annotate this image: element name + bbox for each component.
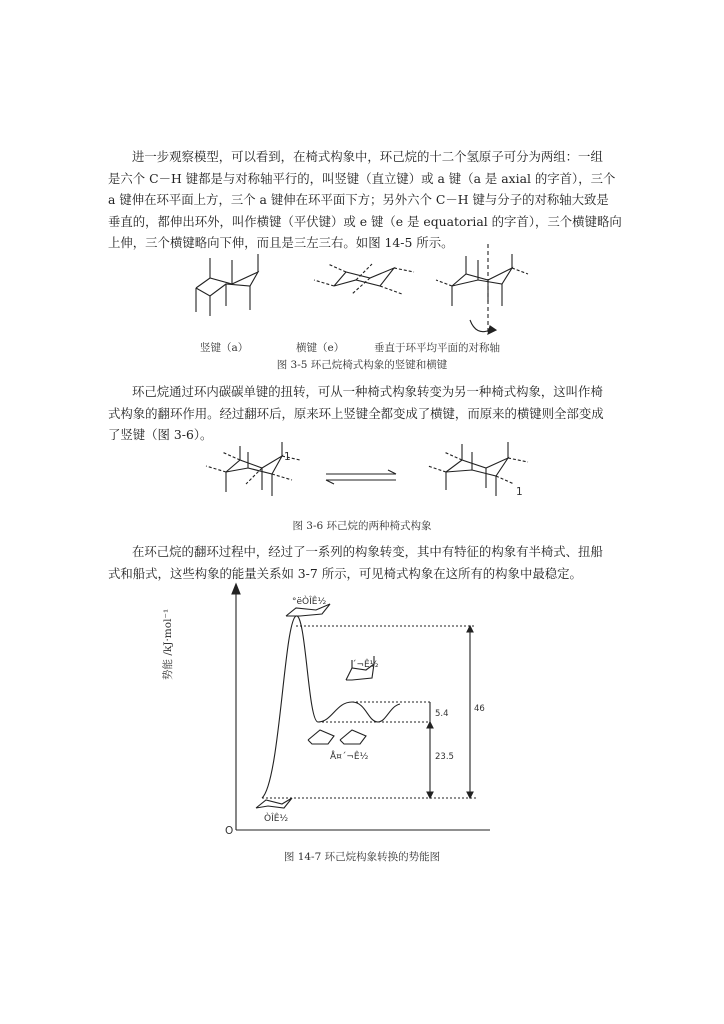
paragraph-3 bbox=[108, 541, 630, 584]
chair-sketch bbox=[256, 798, 292, 808]
figure-3-6-caption: 图 3-6 环己烷的两种椅式构象 bbox=[292, 520, 432, 532]
chair-equatorial-bonds bbox=[314, 264, 414, 294]
text-line: 是六个 C－H 键都是与对称轴平行的，叫竖键（直立键）或 a 键（a 是 axial 的字首），三个 bbox=[108, 170, 616, 186]
text-line: 在环己烷的翻环过程中，经过了一系列的构象转变，其中有特征的构象有半椅式、扭船 bbox=[132, 544, 603, 559]
figure-3-6-drawing bbox=[0, 446, 724, 516]
chair-with-axis bbox=[436, 244, 528, 334]
text-line: 垂直的，都伸出环外，叫作横键（平伏键）或 e 键（e 是 equatorial 的字首），三个横键略向 bbox=[108, 213, 622, 229]
figure-14-7-caption: 图 14-7 环己烷构象转换的势能图 bbox=[283, 851, 441, 863]
energy-curve bbox=[262, 616, 400, 798]
equilibrium-arrows bbox=[326, 470, 396, 484]
y-axis-label: 势能 /kJ·mol⁻¹ bbox=[162, 608, 174, 680]
value-46: 46 bbox=[474, 704, 485, 714]
value-5-4: 5.4 bbox=[435, 709, 449, 719]
origin-label: O bbox=[225, 825, 234, 837]
label-boat: ´¬Ê½ bbox=[352, 660, 379, 670]
twist-boat-sketch-1 bbox=[308, 730, 334, 744]
paragraph-1 bbox=[108, 146, 630, 254]
label-half-chair: °ëÒÎÊ½ bbox=[292, 597, 327, 607]
y-axis-arrow bbox=[232, 584, 240, 594]
label-equatorial: 横键（e） bbox=[296, 342, 345, 354]
label-twist-boat: Å¤´¬Ê½ bbox=[330, 752, 369, 762]
text-line: 上伸，三个横键略向下伸，而且是三左三右。如图 14-5 所示。 bbox=[108, 235, 454, 250]
twist-boat-sketch-2 bbox=[340, 730, 366, 744]
text-line: 进一步观察模型，可以看到，在椅式构象中，环己烷的十二个氢原子可分为两组：一组 bbox=[132, 149, 603, 164]
atom-label-1-left: 1 bbox=[284, 451, 291, 463]
label-chair: ÒÎÊ½ bbox=[264, 814, 289, 824]
figure-3-5-caption: 图 3-5 环己烷椅式构象的竖键和横键 bbox=[276, 359, 448, 371]
text-line: a 键伸在环平面上方，三个 a 键伸在环平面下方；另外六个 C－H 键与分子的对称轴大致是 bbox=[108, 192, 609, 207]
energy-diagram bbox=[0, 582, 724, 842]
text-line: 环己烷通过环内碳碳单键的扭转，可从一种椅式构象转变为另一种椅式构象，这叫作椅 bbox=[132, 384, 603, 399]
label-symmetry-axis: 垂直于环平均平面的对称轴 bbox=[374, 342, 500, 354]
text-line: 式和船式，这些构象的能量关系如 3-7 所示，可见椅式构象在这所有的构象中最稳定。 bbox=[108, 565, 582, 581]
chair-axial-bonds bbox=[196, 254, 258, 316]
chair-conformer-right bbox=[428, 442, 528, 496]
label-axial: 竖键（a） bbox=[200, 342, 249, 354]
figure-3-5-drawing bbox=[0, 250, 724, 350]
text-line: 了竖键（图 3-6）。 bbox=[108, 427, 213, 442]
paragraph-2 bbox=[108, 381, 630, 446]
atom-label-1-right: 1 bbox=[516, 486, 523, 498]
text-line: 式构象的翻环作用。经过翻环后，原来环上竖键全都变成了横键，而原来的横键则全部变成 bbox=[108, 405, 604, 421]
value-23-5: 23.5 bbox=[435, 752, 454, 762]
